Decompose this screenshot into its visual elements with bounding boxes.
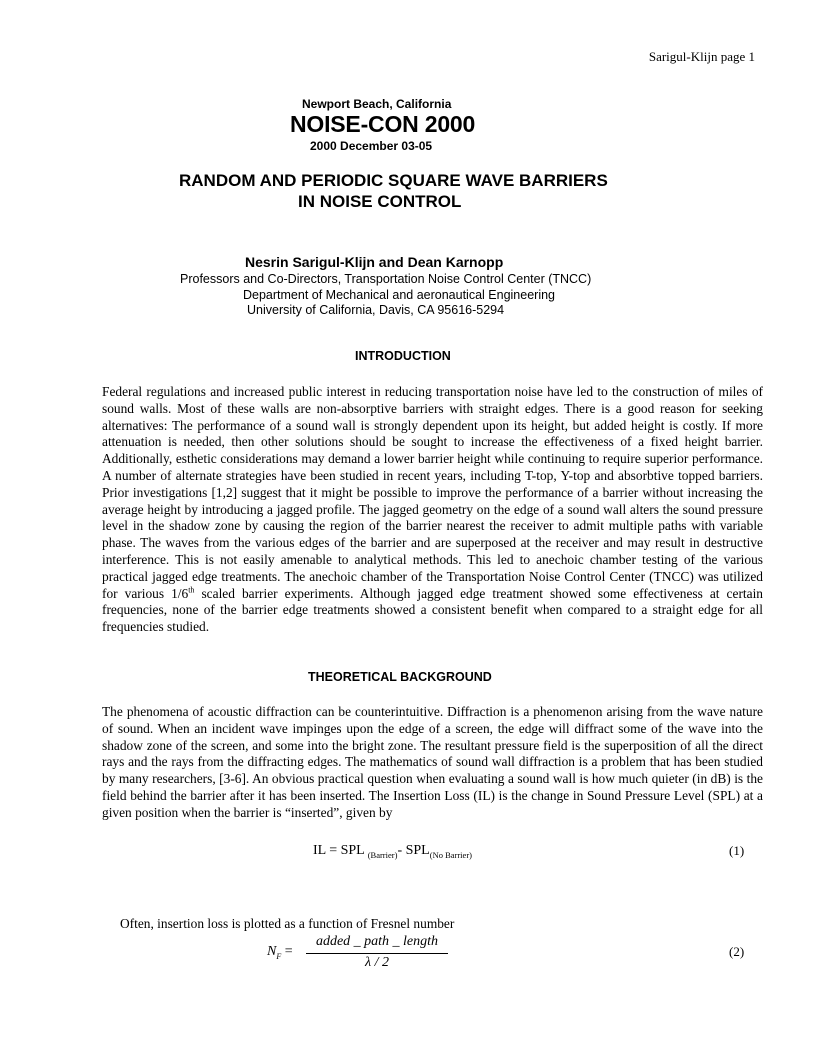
affiliation-line2: Department of Mechanical and aeronautical Engineering bbox=[243, 288, 555, 302]
section-heading-introduction: INTRODUCTION bbox=[355, 349, 451, 363]
equation1-subscript-no-barrier: (No Barrier) bbox=[429, 850, 472, 860]
fraction-bar bbox=[306, 953, 448, 954]
equation1-minus-spl: - SPL bbox=[397, 843, 430, 858]
equation1-lhs: IL = SPL bbox=[313, 843, 365, 858]
introduction-text-part1: Federal regulations and increased public interest in reducing transportation noise have led to the construction of miles of sound walls. Most of these walls are non-absorptive barriers with straight edges. There is a good reason for seeking alternatives: The performance of a sound wall is strongly dependent upon its height, but added height is costly. If more attenuation is needed, then other solutions should be sought to increase the effectiveness of a fixed height barrier. Additionally, esthetic considerations may demand a lower barrier height while continuing to require superior performance. A number of alternate strategies have been studied in recent years, including T-top, Y-top and absorbtive topped barriers. Prior investigations [1,2] suggest that it might be possible to improve the performance of a barrier without increasing the average height by introducing a jagged profile. The jagged geometry on the edge of a sound wall alters the sound pressure level in the shadow zone by causing the region of the barrier nearest the receiver to admit multiple paths with variable phase. The waves from the various edges of the barrier and are superposed at the receiver and may result in destructive interference. This is not easily amenable to analytical methods. This led to anechoic chamber testing of the various practical jagged edge treatments. The anechoic chamber of the Transportation Noise Control Center (TNCC) was utilized for various 1/6 bbox=[102, 384, 763, 601]
equation2-number: (2) bbox=[729, 944, 745, 959]
equation2-lhs bbox=[267, 944, 293, 961]
paper-title-line1: RANDOM AND PERIODIC SQUARE WAVE BARRIERS bbox=[179, 171, 608, 190]
introduction-text-part2: scaled barrier experiments. Although jagged edge treatment showed some effectiveness at certain frequencies, none of the barrier edge treatments showed a consistent benefit when compared to a straight edge for all frequencies studied. bbox=[102, 585, 763, 635]
ordinal-superscript: th bbox=[188, 585, 195, 595]
affiliation-line3: University of California, Davis, CA 95616-5294 bbox=[247, 303, 505, 317]
conference-dates: 2000 December 03-05 bbox=[310, 139, 433, 153]
paper-title-line2: IN NOISE CONTROL bbox=[298, 192, 462, 211]
conference-name: NOISE-CON 2000 bbox=[290, 111, 476, 137]
affiliation-line1: Professors and Co-Directors, Transportation Noise Control Center (TNCC) bbox=[180, 272, 592, 286]
fresnel-subscript: F bbox=[276, 952, 282, 961]
conference-venue: Newport Beach, California bbox=[302, 97, 452, 111]
running-head: Sarigul-Klijn page 1 bbox=[648, 49, 755, 64]
equation2-denominator: λ / 2 bbox=[365, 955, 389, 970]
fresnel-intro-text: Often, insertion loss is plotted as a function of Fresnel number bbox=[120, 916, 455, 931]
author-names: Nesrin Sarigul-Klijn and Dean Karnopp bbox=[245, 254, 504, 270]
equation1-number: (1) bbox=[729, 843, 745, 858]
introduction-paragraph bbox=[102, 384, 763, 636]
equation-insertion-loss bbox=[313, 843, 472, 860]
fresnel-symbol: N bbox=[267, 944, 277, 959]
equation2-numerator: added _ path _ length bbox=[315, 934, 439, 949]
section-heading-theory: THEORETICAL BACKGROUND bbox=[308, 670, 492, 684]
equation1-subscript-barrier: (Barrier) bbox=[367, 850, 398, 860]
theory-paragraph: The phenomena of acoustic diffraction can be counterintuitive. Diffraction is a phenomenon arising from the wave nature of sound. When an incident wave impinges upon the edge of a screen, the edge will diffract some of the wave into the shadow zone of the screen, and some into the bright zone. The resultant pressure field is the superposition of all the direct rays and the rays from the diffracting edges. The mathematics of sound wall diffraction is a problem that has been studied by many researchers, [3-6]. An obvious practical question when evaluating a sound wall is how much quieter (in dB) is the field behind the barrier after it has been inserted. The Insertion Loss (IL) is the change in Sound Pressure Level (SPL) at a given position when the barrier is “inserted”, given by bbox=[102, 704, 763, 820]
equals-sign: = bbox=[281, 944, 293, 959]
